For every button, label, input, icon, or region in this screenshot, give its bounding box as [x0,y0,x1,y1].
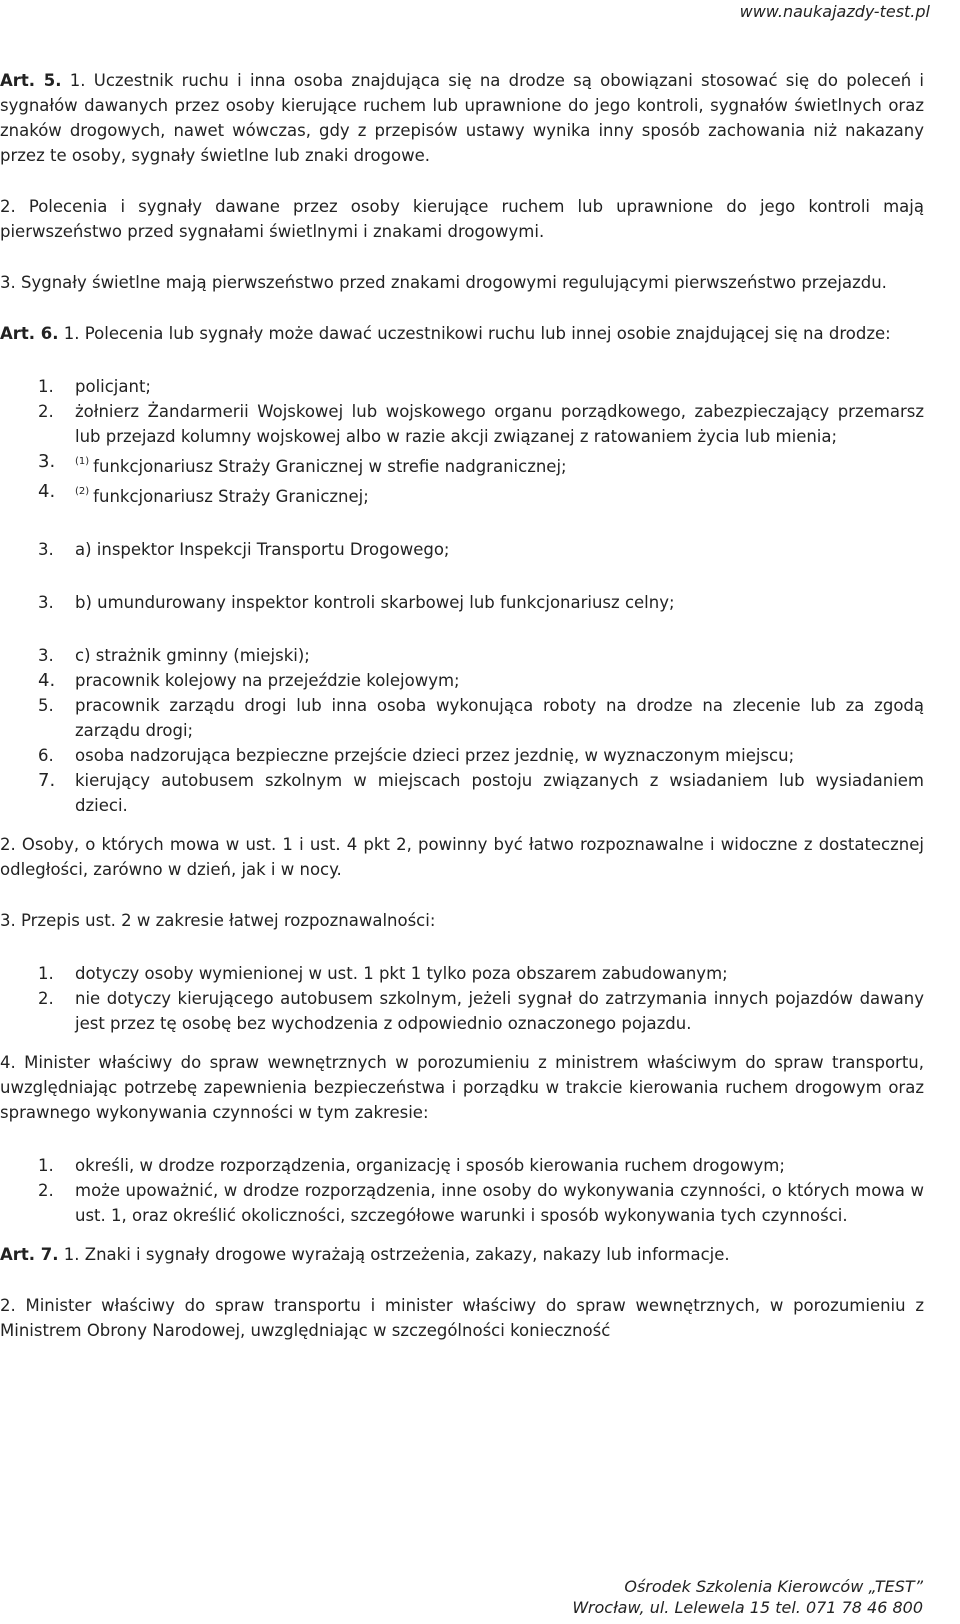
document-body [0,68,924,1369]
art5-paragraph-3: 3. Sygnały świetlne mają pierwszeństwo przed znakami drogowymi regulującymi pierwszeństwo przejazdu. [0,273,887,292]
art5-paragraph-1 [0,68,924,168]
art7-paragraph-1 [0,1242,924,1267]
art6-p1-text: 1. Polecenia lub sygnały może dawać uczestnikowi ruchu lub innej osobie znajdującej się na drodze: [58,324,891,343]
list-item: 3. a) inspektor Inspekcji Transportu Drogowego; [38,540,450,559]
footer-school-name: Ośrodek Szkolenia Kierowców „TEST” [624,1577,923,1596]
list-item: 3. $^{(1)}$ funkcjonariusz Straży Granicznej w strefie nadgranicznej; [38,451,567,476]
art6-paragraph-3: 3. Przepis ust. 2 w zakresie łatwej rozpoznawalności: [0,911,436,930]
list-item: 3. b) umundurowany inspektor kontroli skarbowej lub funkcjonariusz celny; [38,593,675,612]
art6-paragraph-1 [0,321,924,346]
art6-heading: Art. 6. [0,324,59,343]
footnote-ref: (2) [75,486,90,497]
footer [572,1576,923,1618]
list-item: 7. kierujący autobusem szkolnym w miejscach postoju związanych z wsiadaniem lub wysiadaniem dzieci. [38,770,924,815]
art6-p4-list [0,1153,924,1228]
list-item: 2. może upoważnić, w drodze rozporządzenia, inne osoby do wykonywania czynności, o których mowa w ust. 1, oraz określić okoliczności, szczegółowe warunki i sposób wykonywania tych czynności. [38,1181,924,1225]
list-item: 2. nie dotyczy kierującego autobusem szkolnym, jeżeli sygnał do zatrzymania innych pojazdów dawany jest przez tę osobę bez wychodzenia z odpowiednio oznaczonego pojazdu. [38,989,924,1033]
list-item: 4. $^{(2)}$ funkcjonariusz Straży Granicznej; [38,481,369,506]
list-item: 3. c) strażnik gminny (miejski); [38,646,310,665]
list-item: 5. pracownik zarządu drogi lub inna osoba wykonująca roboty na drodze na zlecenie lub za zgodą zarządu drogi; [38,696,924,740]
art6-paragraph-2: 2. Osoby, o których mowa w ust. 1 i ust. 4 pkt 2, powinny być łatwo rozpoznawalne i widoczne z dostatecznej odległości, zarówno w dzień, jak i w nocy. [0,835,924,879]
footer-address: Wrocław, ul. Lelewela 15 tel. 071 78 46 800 [572,1598,923,1617]
list-item: 1. określi, w drodze rozporządzenia, organizację i sposób kierowania ruchem drogowym; [38,1156,785,1175]
list-item: 1. dotyczy osoby wymienionej w ust. 1 pkt 1 tylko poza obszarem zabudowanym; [38,964,728,983]
list-item: 4. pracownik kolejowy na przejeździe kolejowym; [38,670,460,691]
art7-heading: Art. 7. [0,1245,59,1264]
art7-p1-text: 1. Znaki i sygnały drogowe wyrażają ostrzeżenia, zakazy, nakazy lub informacje. [58,1245,730,1264]
site-url: www.naukajazdy-test.pl [739,2,930,21]
art7-paragraph-2: 2. Minister właściwy do spraw transportu i minister właściwy do spraw wewnętrznych, w porozumieniu z Ministrem Obrony Narodowej, uwzględniając w szczególności konieczność [0,1296,924,1340]
list-item: 2. żołnierz Żandarmerii Wojskowej lub wojskowego organu porządkowego, zabezpieczający przemarsz lub przejazd kolumny wojskowej albo w razie akcji związanej z ratowaniem życia lub mienia; [38,402,924,446]
art6-paragraph-4: 4. Minister właściwy do spraw wewnętrznych w porozumieniu z ministrem właściwym do spraw transportu, uwzględniając potrzebę zapewnienia bezpieczeństwa i porządku w trakcie kierowania ruchem drogowym oraz sprawnego wykonywania czynności w tym zakresie: [0,1053,924,1122]
footnote-ref: (1) [75,456,90,467]
art6-p3-list [0,961,924,1036]
art5-heading: Art. 5. [0,71,62,90]
art5-p1-text: 1. Uczestnik ruchu i inna osoba znajdująca się na drodze są obowiązani stosować się do poleceń i sygnałów dawanych przez osoby kierujące ruchem lub uprawnione do jego kontroli, sygnałów świetlnych oraz znaków drogowych, nawet wówczas, gdy z przepisów ustawy wynika inny sposób zachowania niż nakazany przez te osoby, sygnały świetlne lub znaki drogowe. [0,71,925,165]
list-item: 6. osoba nadzorująca bezpieczne przejście dzieci przez jezdnię, w wyznaczonym miejscu; [38,746,795,765]
list-item: 1. policjant; [38,377,151,396]
art5-paragraph-2: 2. Polecenia i sygnały dawane przez osoby kierujące ruchem lub uprawnione do jego kontroli mają pierwszeństwo przed sygnałami świetlnymi i znakami drogowymi. [0,197,924,241]
art6-list [0,374,924,818]
